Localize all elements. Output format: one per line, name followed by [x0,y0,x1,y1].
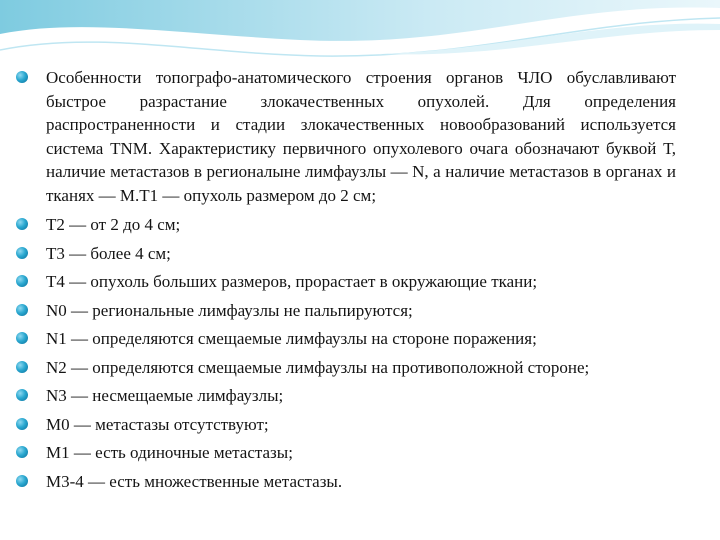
bullet-icon [16,304,28,316]
list-item-text: M3-4 — есть множественные метастазы. [46,471,343,491]
bullet-icon [16,475,28,487]
list-item-text: N1 — определяются смещаемые лимфаузлы на стороне поражения; [46,329,537,348]
list-item [16,66,676,207]
list-item [16,213,676,237]
bullet-icon [16,332,28,344]
list-item [16,413,676,437]
bullet-icon [16,446,28,458]
bullet-icon [16,361,28,373]
list-item [16,441,676,465]
list-item [16,356,676,380]
list-item-text: Т2 — от 2 до 4 см; [46,215,181,234]
bullet-icon [16,247,28,259]
content-area [16,66,676,498]
list-item [16,327,676,351]
list-item-text: Т4 — опухоль больших размеров, прорастает в окружающие ткани; [46,272,538,291]
list-item [16,242,676,266]
list-item [16,299,676,323]
bullet-icon [16,275,28,287]
bullet-icon [16,389,28,401]
list-item [16,470,676,494]
list-item-text: N2 — определяются смещаемые лимфаузлы на противоположной стороне; [46,357,590,377]
list-item [16,384,676,408]
list-item [16,270,676,294]
list-item-text: Особенности топографо-анатомического строения органов ЧЛО обуславливают быстрое разрастание злокачественных опухолей. Для определения распространенности и стадии злокачественных новообразований используется система TNM. Характеристику первичного опухолевого очага обозначают буквой Т, наличие метастазов в регионалыне лимфаузлы — N, а наличие метастазов в органах и тканях — M.Т1 — опухоль размером до 2 см; [46,68,676,205]
list-item-text: Т3 — более 4 см; [46,243,171,263]
list-item-text: M0 — метастазы отсутствуют; [46,414,269,434]
bullet-icon [16,418,28,430]
bullet-list [16,66,676,493]
list-item-text: N0 — региональные лимфаузлы не пальпируются; [46,300,413,320]
bullet-icon [16,71,28,83]
bullet-icon [16,218,28,230]
list-item-text: M1 — есть одиночные метастазы; [46,443,293,462]
list-item-text: N3 — несмещаемые лимфаузлы; [46,386,284,405]
